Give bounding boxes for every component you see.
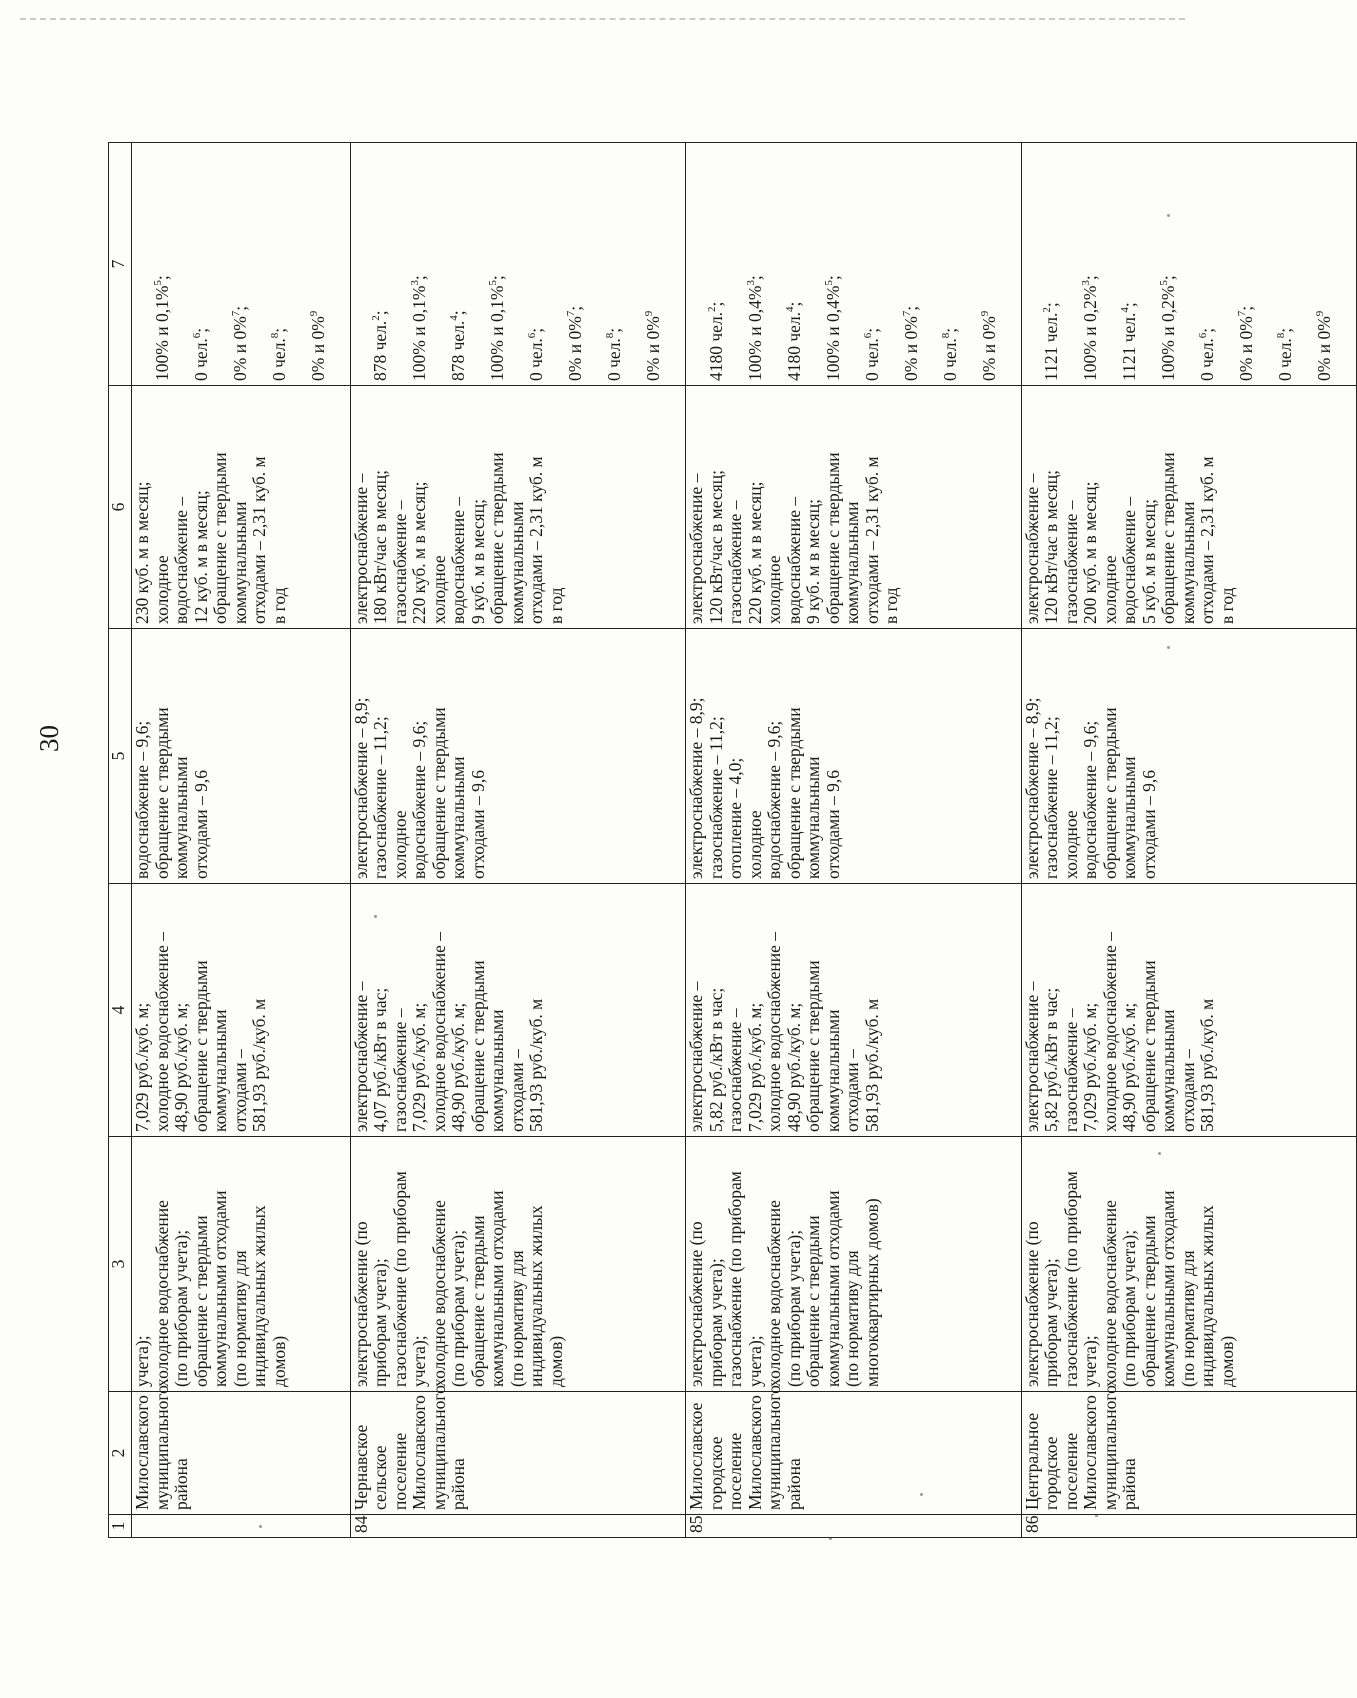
population-line: 100% и 0,1%$^5$;: [487, 275, 507, 381]
row-number: [132, 1515, 351, 1538]
tariffs-cell: электроснабжение – 5,82 руб./кВт в час; газоснабжение – 7,029 руб./куб. м; холодное водоснабжение – 48,90 руб./куб. м; обращение с твердыми коммунальными отходами – 581,93 руб./куб. м: [686, 884, 1022, 1137]
footnote-ref: 7: [229, 310, 242, 317]
population-line: 0 чел.$^8$;: [604, 327, 624, 381]
population-line: 0 чел.$^6$;: [1197, 327, 1217, 381]
municipality-cell: Милославское городское поселение Милославского муниципального района: [686, 1392, 1022, 1515]
population-line: 0% и 0%$^9$: [643, 310, 663, 381]
volumes-cell: электроснабжение – 180 кВт/час в месяц; газоснабжение – 220 куб. м в месяц; холодное водоснабжение – 9 куб. м в месяц; обращение с твердыми коммунальными отходами – 2,31 куб. м в год: [350, 386, 686, 629]
population-cell: [686, 143, 1022, 386]
population-line: 100% и 0,1%$^5$;: [151, 275, 172, 381]
volumes-cell: электроснабжение – 120 кВт/час в месяц; газоснабжение – 220 куб. м в месяц; холодное водоснабжение – 9 куб. м в месяц; обращение с твердыми коммунальными отходами – 2,31 куб. м в год: [686, 386, 1022, 629]
footnote-ref: 3: [744, 280, 757, 286]
population-line: 100% и 0,1%$^3$;: [409, 275, 429, 381]
footnote-ref: 2: [705, 306, 718, 312]
population-line: 0% и 0%$^9$: [978, 310, 999, 381]
footnote-ref: 8: [604, 332, 617, 339]
footnote-ref: 8: [1275, 332, 1288, 339]
footnote-ref: 6: [190, 332, 203, 339]
growth-cell: электроснабжение – 8,9; газоснабжение – 11,2; холодное водоснабжение – 9,6; обращение с твердыми коммунальными отходами – 9,6: [350, 629, 686, 884]
population-cell: [1021, 143, 1357, 386]
footnote-ref: 6: [1197, 332, 1210, 339]
footnote-ref: 3: [1080, 280, 1093, 286]
row-number: 84: [350, 1515, 686, 1538]
tariffs-cell: электроснабжение – 4,07 руб./кВт в час; газоснабжение – 7,029 руб./куб. м; холодное водоснабжение – 48,90 руб./куб. м; обращение с твердыми коммунальными отходами – 581,93 руб./куб. м: [350, 884, 686, 1137]
footnote-ref: 5: [822, 280, 835, 286]
population-line: 1121 чел.$^4$;: [1119, 302, 1139, 381]
population-line: 0% и 0%$^9$: [307, 310, 328, 381]
column-header: 6: [109, 386, 132, 629]
row-number: 85: [686, 1515, 1022, 1538]
population-line: 100% и 0,4%$^5$;: [822, 275, 843, 381]
footnote-ref: 7: [565, 310, 578, 317]
tariffs-cell: электроснабжение – 5,82 руб./кВт в час; газоснабжение – 7,029 руб./куб. м; холодное водоснабжение – 48,90 руб./куб. м; обращение с твердыми коммунальными отходами – 581,93 руб./куб. м: [1021, 884, 1357, 1137]
footnote-ref: 8: [268, 332, 281, 339]
municipality-cell: Центральное городское поселение Милославского муниципального района: [1021, 1392, 1357, 1515]
population-cell: [350, 143, 686, 386]
footnote-ref: 6: [526, 332, 539, 339]
footnote-ref: 7: [1236, 310, 1249, 317]
footnote-ref: 5: [1158, 280, 1171, 286]
table-row: [686, 143, 1022, 1538]
column-header: 1: [109, 1515, 132, 1538]
column-header: 4: [109, 884, 132, 1137]
column-header: 7: [109, 143, 132, 386]
population-line: 100% и 0,2%$^3$;: [1080, 275, 1100, 381]
column-header: 2: [109, 1392, 132, 1515]
growth-cell: электроснабжение – 8,9; газоснабжение – 11,2; холодное водоснабжение – 9,6; обращение с твердыми коммунальными отходами – 9,6: [1021, 629, 1357, 884]
footnote-ref: 5: [487, 280, 500, 286]
footnote-ref: 9: [307, 310, 320, 317]
population-line: 0 чел.$^8$;: [939, 327, 960, 381]
population-line: 0% и 0%$^7$;: [565, 305, 585, 381]
population-line: 0% и 0%$^7$;: [229, 305, 250, 381]
footnote-ref: 7: [900, 310, 913, 317]
footnote-ref: 4: [1119, 307, 1132, 313]
footnote-ref: 8: [939, 332, 952, 339]
services-cell: электроснабжение (по приборам учета); газоснабжение (по приборам учета); холодное водоснабжение (по приборам учета); обращение с твердыми коммунальными отходами (по нормативу для индивидуальных жилых домов): [1021, 1137, 1357, 1392]
growth-cell: электроснабжение – 8,9; газоснабжение – 11,2; отопление – 4,0; холодное водоснабжение – 9,6; обращение с твердыми коммунальными отходами – 9,6: [686, 629, 1022, 884]
municipality-cell: Чернавское сельское поселение Милославского муниципального района: [350, 1392, 686, 1515]
column-header: 3: [109, 1137, 132, 1392]
population-line: 1121 чел.$^2$;: [1041, 302, 1061, 381]
population-line: 4180 чел.$^4$;: [783, 301, 804, 381]
tariff-table: [108, 142, 1357, 1538]
footnote-ref: 9: [1314, 310, 1327, 317]
table-header-row: [109, 143, 132, 1538]
footnote-ref: 5: [151, 280, 164, 286]
services-cell: учета); холодное водоснабжение (по приборам учета); обращение с твердыми коммунальными отходами (по нормативу для индивидуальных жилых домов): [132, 1137, 351, 1392]
population-line: 0 чел.$^6$;: [526, 327, 546, 381]
page-number: 30: [34, 725, 64, 752]
services-cell: электроснабжение (по приборам учета); газоснабжение (по приборам учета); холодное водоснабжение (по приборам учета); обращение с твердыми коммунальными отходами (по нормативу для многоквартирных домов): [686, 1137, 1022, 1392]
volumes-cell: 230 куб. м в месяц; холодное водоснабжение – 12 куб. м в месяц; обращение с твердыми коммунальными отходами – 2,31 куб. м в год: [132, 386, 351, 629]
services-cell: электроснабжение (по приборам учета); газоснабжение (по приборам учета); холодное водоснабжение (по приборам учета); обращение с твердыми коммунальными отходами (по нормативу для индивидуальных жилых домов): [350, 1137, 686, 1392]
population-line: 878 чел.$^2$;: [370, 310, 390, 381]
footnote-ref: 2: [1041, 307, 1054, 313]
footnote-ref: 2: [370, 315, 383, 321]
table-row: [132, 143, 351, 1538]
population-line: 0 чел.$^6$;: [190, 327, 211, 381]
population-line: 0 чел.$^8$;: [268, 327, 289, 381]
population-line: 0% и 0%$^7$;: [900, 305, 921, 381]
population-line: 0 чел.$^6$;: [861, 327, 882, 381]
population-cell: [132, 143, 351, 386]
population-line: 878 чел.$^4$;: [448, 310, 468, 381]
tariffs-cell: 7,029 руб./куб. м; холодное водоснабжение – 48,90 руб./куб. м; обращение с твердыми коммунальными отходами – 581,93 руб./куб. м: [132, 884, 351, 1137]
population-line: 100% и 0,2%$^5$;: [1158, 275, 1178, 381]
municipality-cell: Милославского муниципального района: [132, 1392, 351, 1515]
table-row: [350, 143, 686, 1538]
footnote-ref: 4: [448, 315, 461, 321]
footnote-ref: 4: [783, 306, 796, 312]
footnote-ref: 9: [643, 310, 656, 317]
population-line: 100% и 0,4%$^3$;: [744, 275, 765, 381]
population-line: 4180 чел.$^2$;: [705, 301, 726, 381]
table-row: [1021, 143, 1357, 1538]
column-header: 5: [109, 629, 132, 884]
row-number: 86: [1021, 1515, 1357, 1538]
footnote-ref: 6: [861, 332, 874, 339]
footnote-ref: 9: [978, 310, 991, 317]
volumes-cell: электроснабжение – 120 кВт/час в месяц; газоснабжение – 200 куб. м в месяц; холодное водоснабжение – 5 куб. м в месяц; обращение с твердыми коммунальными отходами – 2,31 куб. м в год: [1021, 386, 1357, 629]
population-line: 0 чел.$^8$;: [1275, 327, 1295, 381]
footnote-ref: 3: [409, 280, 422, 286]
growth-cell: водоснабжение – 9,6; обращение с твердыми коммунальными отходами – 9,6: [132, 629, 351, 884]
population-line: 0% и 0%$^9$: [1314, 310, 1334, 381]
population-line: 0% и 0%$^7$;: [1236, 305, 1256, 381]
